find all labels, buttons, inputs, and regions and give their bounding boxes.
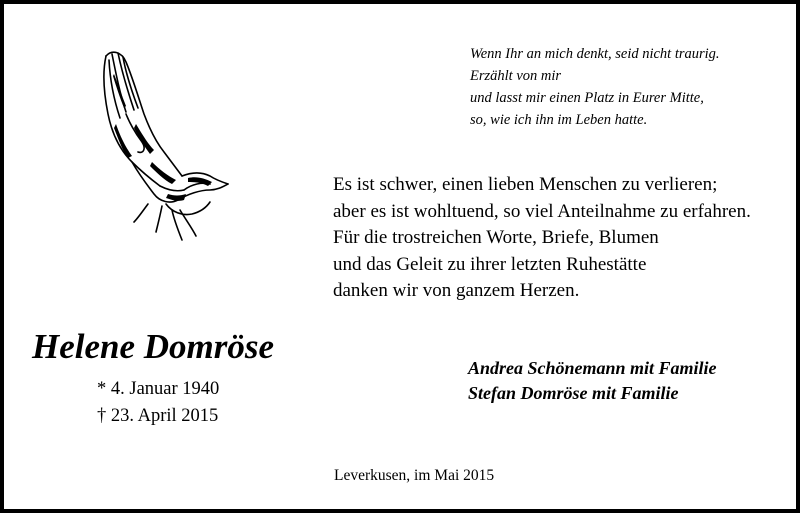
- life-dates: [97, 376, 219, 430]
- family-member: Stefan Domröse mit Familie: [468, 383, 679, 403]
- thank-you-message: [333, 172, 751, 305]
- message-line: und das Geleit zu ihrer letzten Ruhestätte: [333, 253, 647, 275]
- message-line: danken wir von ganzem Herzen.: [333, 280, 580, 301]
- message-line: Es ist schwer, einen lieben Menschen zu verlieren;: [333, 174, 718, 195]
- message-line: aber es ist wohltuend, so viel Anteilnahme zu erfahren.: [333, 200, 751, 222]
- deceased-name: Helene Domröse: [32, 327, 275, 366]
- poem-line: Wenn Ihr an mich denkt, seid nicht traurig.: [470, 46, 720, 62]
- poem-line: und lasst mir einen Platz in Eurer Mitte,: [470, 90, 704, 106]
- message-line: Für die trostreichen Worte, Briefe, Blumen: [333, 227, 659, 248]
- birth-date: * 4. Januar 1940: [97, 379, 220, 399]
- poem-line: Erzählt von mir: [470, 68, 562, 84]
- family-member: Andrea Schönemann mit Familie: [468, 358, 717, 378]
- place-and-date: Leverkusen, im Mai 2015: [334, 467, 495, 484]
- family-signature: [468, 356, 717, 406]
- poem: [470, 43, 720, 131]
- poem-line: so, wie ich ihn im Leben hatte.: [470, 112, 648, 128]
- praying-hands-icon: [92, 44, 237, 249]
- death-date: † 23. April 2015: [97, 406, 219, 426]
